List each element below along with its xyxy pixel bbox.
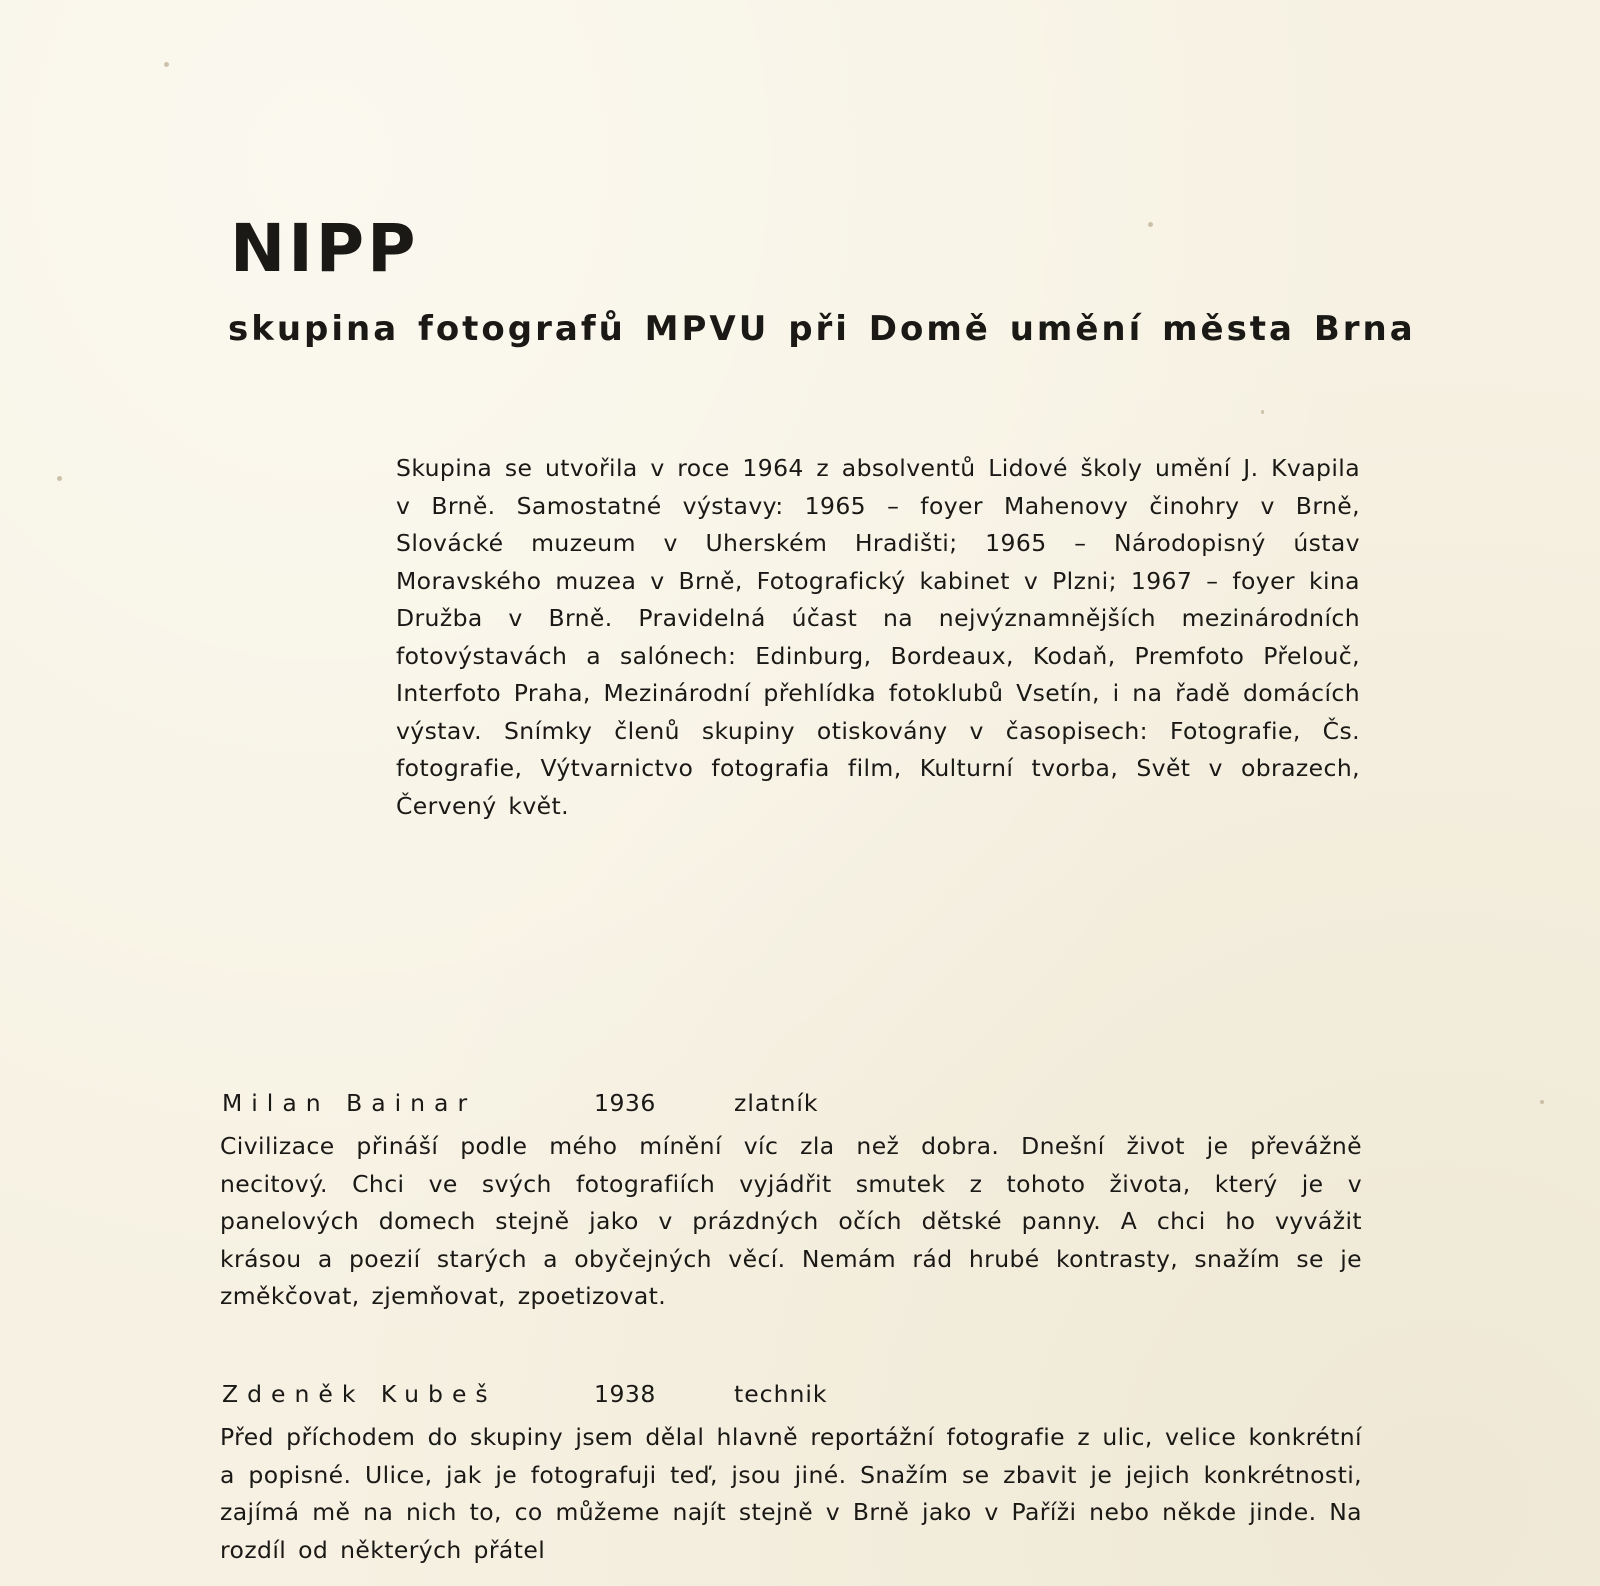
document-title: NIPP xyxy=(230,210,419,287)
paper-speck xyxy=(164,62,169,67)
member-occupation: zlatník xyxy=(734,1089,819,1117)
paper-speck xyxy=(1148,222,1153,227)
member-birth-year: 1938 xyxy=(594,1380,656,1408)
member-entry-bainar xyxy=(220,1088,1362,1316)
paper-speck xyxy=(57,476,62,481)
document-subtitle: skupina fotografů MPVU při Domě umění města Brna xyxy=(228,309,1416,349)
intro-paragraph: Skupina se utvořila v roce 1964 z absolventů Lidové školy umění J. Kvapila v Brně. Samostatné výstavy: 1965 – foyer Mahenovy činohry v Brně, Slovácké muzeum v Uherském Hradišti; 1965 – Národopisný ústav Moravského muzea v Brně, Fotografický kabinet v Plzni; 1967 – foyer kina Družba v Brně. Pravidelná účast na nejvýznamnějších mezinárodních fotovýstavách a salónech: Edinburg, Bordeaux, Kodaň, Premfoto Přelouč, Interfoto Praha, Mezinárodní přehlídka fotoklubů Vsetín, i na řadě domácích výstav. Snímky členů skupiny otiskovány v časopisech: Fotografie, Čs. fotografie, Výtvarnictvo fotografia film, Kulturní tvorba, Svět v obrazech, Červený květ. xyxy=(396,454,1360,820)
member-name: Zdeněk Kubeš xyxy=(222,1380,497,1408)
member-birth-year: 1936 xyxy=(594,1089,656,1117)
member-statement: Civilizace přináší podle mého mínění víc zla než dobra. Dnešní život je převážně necitový. Chci ve svých fotografiích vyjádřit smutek z tohoto života, který je v panelových domech stejně jako v prázdných očích dětské panny. A chci ho vyvážit krásou a poezií starých a obyčejných věcí. Nemám rád hrubé kontrasty, snažím se je změkčovat, zjemňovat, zpoetizovat. xyxy=(220,1132,1362,1310)
member-occupation: technik xyxy=(734,1380,828,1408)
member-statement: Před příchodem do skupiny jsem dělal hlavně reportážní fotografie z ulic, velice konkrétní a popisné. Ulice, jak je fotografuji teď, jsou jiné. Snažím se zbavit je jejich konkrétnosti, zajímá mě na nich to, co můžeme najít stejně v Brně jako v Paříži nebo někde jinde. Na rozdíl od některých přátel xyxy=(220,1423,1362,1564)
paper-speck xyxy=(1540,1100,1544,1104)
paper-speck xyxy=(1261,410,1264,414)
member-name: Milan Bainar xyxy=(222,1089,477,1117)
member-header xyxy=(220,1379,1362,1409)
member-entry-kubes xyxy=(220,1379,1362,1569)
member-header xyxy=(220,1088,1362,1118)
